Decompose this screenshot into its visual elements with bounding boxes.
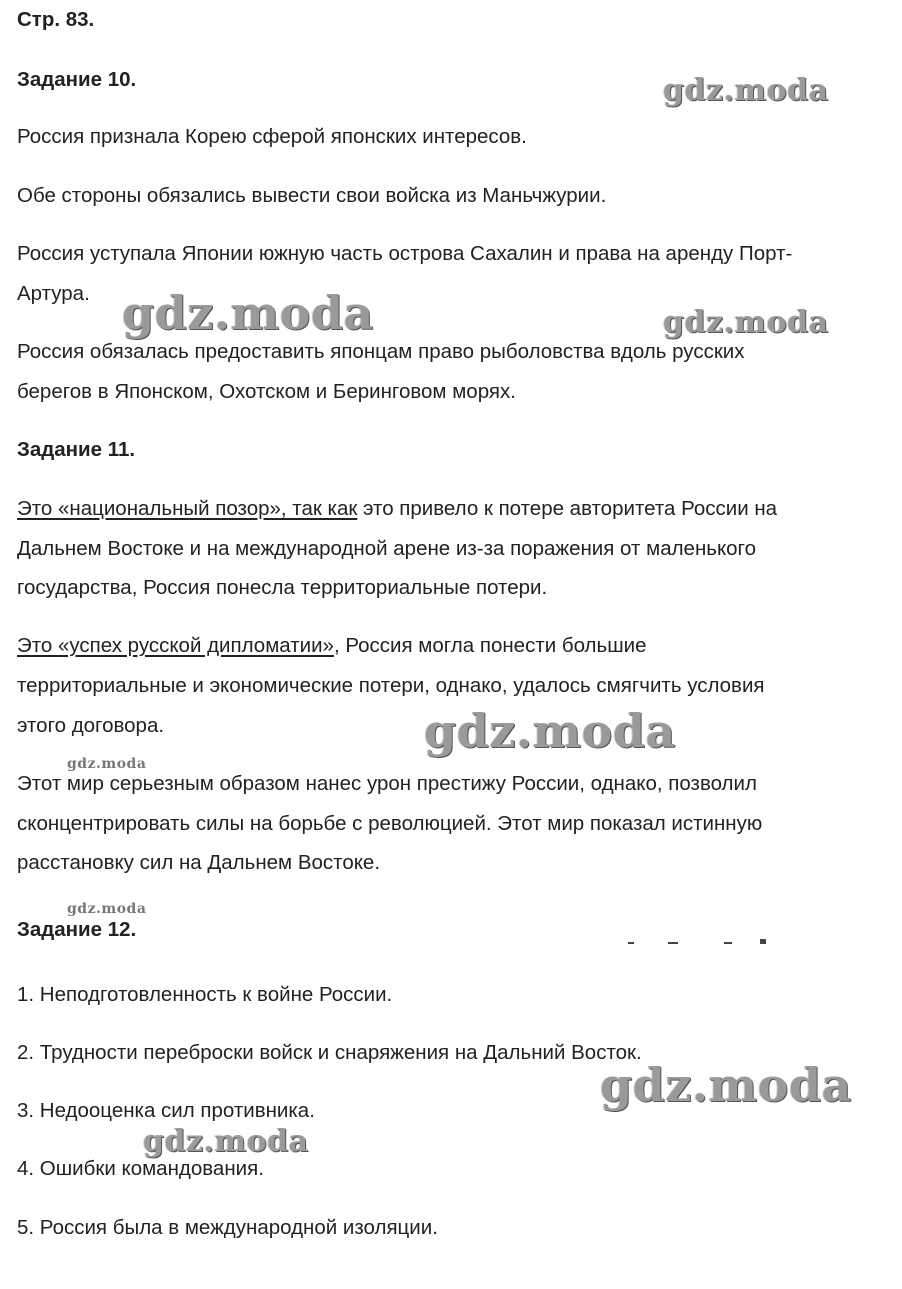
task11-diplomacy-success-underlined: Это «успех русской дипломатии» <box>17 634 334 657</box>
task11-paragraph-2-rest: , Россия могла понести большие <box>333 634 647 657</box>
task11-paragraph-3-line-3: расстановку сил на Дальнем Востоке. <box>17 851 381 874</box>
task11-paragraph-2-line-1 <box>17 634 647 658</box>
watermark-logo: gdz.moda <box>143 1124 309 1159</box>
task12-item-5: 5. Россия была в международной изоляции. <box>17 1216 438 1239</box>
task12-heading: Задание 12. <box>17 918 137 941</box>
watermark-logo: gdz.moda <box>600 1058 852 1112</box>
task11-paragraph-1-line-1 <box>17 497 777 521</box>
task11-paragraph-1-line-3: государства, Россия понесла территориальные потери. <box>17 576 548 599</box>
watermark-logo: gdz.moda <box>122 286 374 340</box>
watermark-logo: gdz.moda <box>67 901 147 917</box>
watermark-logo: gdz.moda <box>663 305 829 340</box>
task10-paragraph-4-line-2: берегов в Японском, Охотском и Беринговом морях. <box>17 380 516 403</box>
task11-paragraph-1-line-2: Дальнем Востоке и на международной арене из-за поражения от маленького <box>17 537 756 560</box>
task11-paragraph-3-line-1: Этот мир серьезным образом нанес урон престижу России, однако, позволил <box>17 772 757 795</box>
task10-heading: Задание 10. <box>17 68 137 91</box>
task10-paragraph-1: Россия признала Корею сферой японских интересов. <box>17 125 527 148</box>
task12-item-2: 2. Трудности переброски войск и снаряжения на Дальний Восток. <box>17 1041 642 1064</box>
page-label: Стр. 83. <box>17 8 95 31</box>
task11-paragraph-2-line-3: этого договора. <box>17 714 165 737</box>
task10-paragraph-3-line-1: Россия уступала Японии южную часть острова Сахалин и права на аренду Порт- <box>17 242 793 265</box>
task11-paragraph-1-rest: это привело к потере авторитета России на <box>357 497 778 520</box>
task12-item-3: 3. Недооценка сил противника. <box>17 1099 315 1122</box>
task10-paragraph-4-line-1: Россия обязалась предоставить японцам право рыболовства вдоль русских <box>17 340 745 363</box>
watermark-logo: gdz.moda <box>67 756 147 772</box>
task12-item-1: 1. Неподготовленность к войне России. <box>17 983 393 1006</box>
task11-heading: Задание 11. <box>17 438 136 461</box>
stray-text-fragment <box>628 936 778 944</box>
task11-paragraph-2-line-2: территориальные и экономические потери, однако, удалось смягчить условия <box>17 674 765 697</box>
task10-paragraph-2: Обе стороны обязались вывести свои войска из Маньчжурии. <box>17 184 607 207</box>
task12-item-4: 4. Ошибки командования. <box>17 1157 264 1180</box>
task10-paragraph-3-line-2: Артура. <box>17 282 90 305</box>
watermark-logo: gdz.moda <box>663 73 829 108</box>
task11-paragraph-3-line-2: сконцентрировать силы на борьбе с революцией. Этот мир показал истинную <box>17 812 763 835</box>
watermark-logo: gdz.moda <box>424 704 676 758</box>
task11-national-disgrace-underlined: Это «национальный позор», так как <box>17 497 358 520</box>
